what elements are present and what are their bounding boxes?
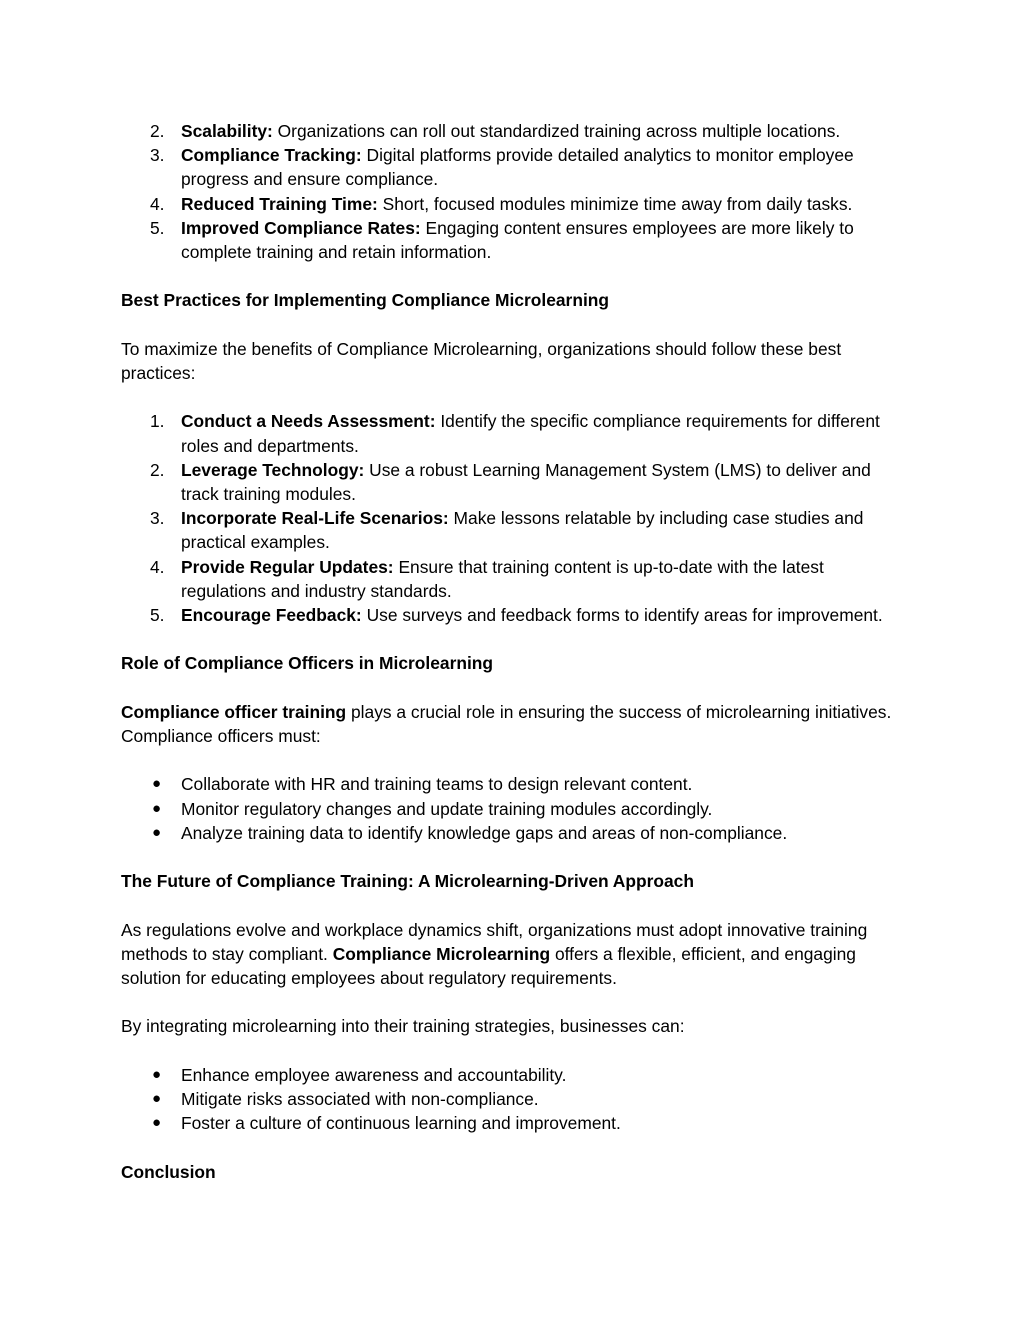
section-heading: Conclusion: [121, 1161, 216, 1182]
list-item: [121, 821, 906, 845]
list-number: 3.: [150, 145, 165, 166]
bullet-icon: ●: [152, 775, 162, 793]
bullet-icon: ●: [152, 1089, 162, 1107]
list-item: [121, 506, 906, 554]
item-text: Collaborate with HR and training teams to design relevant content.: [181, 774, 693, 795]
list-item: [121, 555, 906, 603]
paragraph: To maximize the benefits of Compliance Microlearning, organizations should follow these best practices:: [121, 338, 842, 383]
list-item: [121, 1111, 906, 1135]
paragraph: By integrating microlearning into their training strategies, businesses can:: [121, 1016, 685, 1037]
spacer: [121, 1039, 906, 1063]
paragraph-text: As regulations evolve and workplace dynamics shift, organizations must adopt innovative training methods to stay compliant.: [121, 919, 868, 964]
spacer: [121, 385, 906, 409]
item-text: Foster a culture of continuous learning and improvement.: [181, 1113, 621, 1134]
officer-duties-list: [121, 772, 906, 845]
spacer: [121, 748, 906, 772]
list-item: [121, 1087, 906, 1111]
item-text: Short, focused modules minimize time away from daily tasks.: [377, 193, 853, 214]
item-term: Encourage Feedback:: [181, 605, 362, 626]
item-term: Provide Regular Updates:: [181, 556, 394, 577]
list-number: 1.: [150, 411, 165, 432]
list-number: 3.: [150, 508, 165, 529]
item-text: Enhance employee awareness and accountability.: [181, 1064, 567, 1085]
paragraph-text: offers a flexible, efficient, and engaging solution for educating employees about regulatory requirements.: [121, 943, 856, 988]
list-item: [121, 216, 906, 264]
list-item: [121, 772, 906, 796]
item-term: Reduced Training Time:: [181, 193, 378, 214]
list-number: 2.: [150, 121, 165, 141]
list-number: 4.: [150, 193, 165, 214]
section-heading: The Future of Compliance Training: A Microlearning-Driven Approach: [121, 871, 694, 892]
spacer: [121, 990, 906, 1014]
bullet-icon: ●: [152, 1065, 162, 1083]
item-text: Mitigate risks associated with non-compliance.: [181, 1088, 539, 1109]
item-text: Monitor regulatory changes and update training modules accordingly.: [181, 798, 713, 819]
spacer: [121, 1135, 906, 1159]
bullet-icon: ●: [152, 1114, 162, 1132]
paragraph: [121, 918, 906, 991]
item-text: Digital platforms provide detailed analytics to monitor employee progress and ensure compliance.: [181, 145, 854, 190]
item-text: Engaging content ensures employees are more likely to complete training and retain information.: [181, 217, 854, 263]
spacer: [121, 264, 906, 288]
list-item: [121, 119, 906, 143]
item-term: Conduct a Needs Assessment:: [181, 411, 436, 432]
document-page: [121, 119, 906, 1184]
item-text: Identify the specific compliance requirements for different roles and departments.: [181, 411, 880, 456]
item-text: Use a robust Learning Management System (LMS) to deliver and track training modules.: [181, 459, 871, 504]
list-item: [121, 409, 906, 457]
list-item: [121, 603, 906, 627]
item-text: Use surveys and feedback forms to identify areas for improvement.: [361, 605, 883, 626]
section-heading: Role of Compliance Officers in Microlearning: [121, 653, 494, 674]
bold-phrase: Compliance officer training: [121, 701, 347, 722]
list-number: 5.: [150, 217, 165, 238]
list-number: 5.: [150, 605, 165, 626]
best-practices-list: [121, 409, 906, 627]
spacer: [121, 627, 906, 651]
spacer: [121, 845, 906, 869]
item-text: Ensure that training content is up-to-date with the latest regulations and industry standards.: [181, 556, 824, 601]
list-item: [121, 458, 906, 506]
section-heading: Best Practices for Implementing Compliance Microlearning: [121, 290, 610, 311]
item-text: Organizations can roll out standardized training across multiple locations.: [272, 121, 841, 141]
item-term: Compliance Tracking:: [181, 145, 362, 166]
list-number: 2.: [150, 459, 165, 480]
bullet-icon: ●: [152, 823, 162, 841]
benefits-list: [121, 119, 906, 264]
bold-phrase: Compliance Microlearning: [332, 943, 551, 964]
list-item: [121, 1063, 906, 1087]
list-item: [121, 143, 906, 191]
business-benefits-list: [121, 1063, 906, 1136]
bullet-icon: ●: [152, 799, 162, 817]
item-text: Analyze training data to identify knowledge gaps and areas of non-compliance.: [181, 822, 788, 843]
spacer: [121, 893, 906, 917]
spacer: [121, 676, 906, 700]
list-item: [121, 797, 906, 821]
paragraph: [121, 700, 906, 748]
item-term: Leverage Technology:: [181, 459, 365, 480]
item-term: Incorporate Real-Life Scenarios:: [181, 508, 449, 529]
list-number: 4.: [150, 556, 165, 577]
item-term: Improved Compliance Rates:: [181, 217, 421, 238]
item-term: Scalability:: [181, 121, 273, 141]
paragraph-text: plays a crucial role in ensuring the success of microlearning initiatives. Compliance officers must:: [121, 701, 892, 746]
item-text: Make lessons relatable by including case studies and practical examples.: [181, 508, 864, 553]
spacer: [121, 313, 906, 337]
list-item: [121, 192, 906, 216]
